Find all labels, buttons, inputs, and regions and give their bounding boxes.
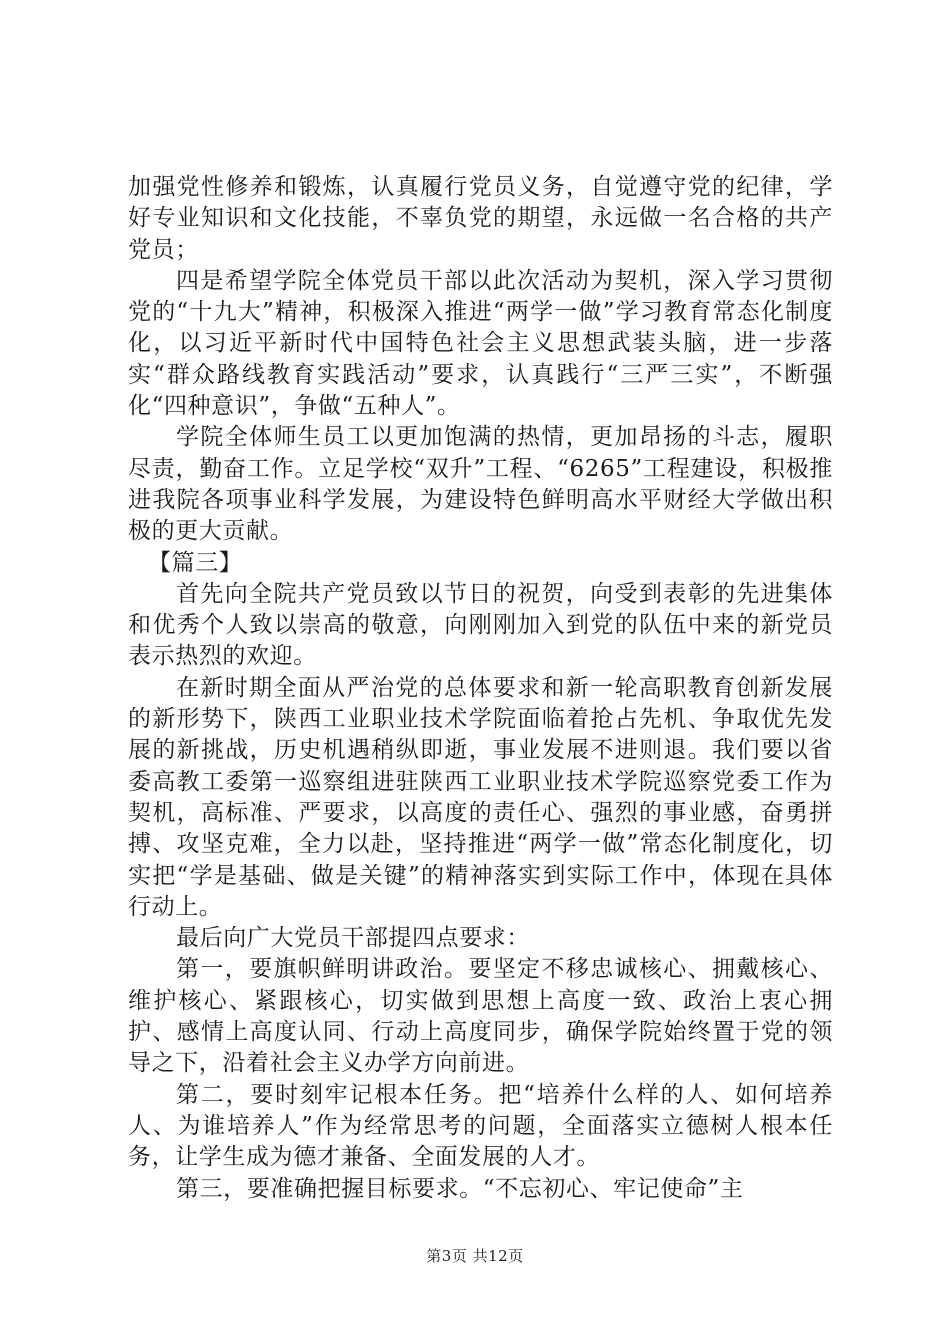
paragraph-1: 加强党性修养和锻炼，认真履行党员义务，自觉遵守党的纪律，学好专业知识和文化技能，不辜负党的期望，永远做一名合格的共产党员；: [128, 174, 833, 263]
page-footer: 第3页 共12页: [426, 1247, 524, 1265]
paragraph-7: 最后向广大党员干部提四点要求：: [176, 925, 530, 952]
document-body: [128, 172, 833, 1205]
paragraph-3: 学院全体师生员工以更加饱满的热情，更加昂扬的斗志，履职尽责，勤奋工作。立足学校“双升”工程、“6265”工程建设，积极推进我院各项事业科学发展，为建设特色鲜明高水平财经大学做出积极的更大贡献。: [128, 424, 833, 545]
paragraph-2: 四是希望学院全体党员干部以此次活动为契机，深入学习贯彻党的“十九大”精神，积极深入推进“两学一做”学习教育常态化制度化，以习近平新时代中国特色社会主义思想武装头脑，进一步落实“群众路线教育实践活动”要求，认真践行“三严三实”，不断强化“四种意识”，争做“五种人”。: [128, 267, 833, 420]
paragraph-9: 第二，要时刻牢记根本任务。把“培养什么样的人、如何培养人、为谁培养人”作为经常思考的问题，全面落实立德树人根本任务，让学生成为德才兼备、全面发展的人才。: [128, 1081, 833, 1171]
paragraph-10: 第三，要准确把握目标要求。“不忘初心、牢记使命”主: [176, 1175, 744, 1202]
paragraph-6: 在新时期全面从严治党的总体要求和新一轮高职教育创新发展的新形势下，陕西工业职业技术学院面临着抢占先机、争取优先发展的新挑战，历史机遇稍纵即逝，事业发展不进则退。我们要以省委高教工委第一巡察组进驻陕西工业职业技术学院巡察党委工作为契机，高标准、严要求，以高度的责任心、强烈的事业感，奋勇拼搏、攻坚克难，全力以赴，坚持推进“两学一做”常态化制度化，切实把“学是基础、做是关键”的精神落实到实际工作中，体现在具体行动上。: [128, 674, 833, 920]
section-heading: 【篇三】: [148, 549, 243, 576]
paragraph-8: 第一，要旗帜鲜明讲政治。要坚定不移忠诚核心、拥戴核心、维护核心、紧跟核心，切实做到思想上高度一致、政治上衷心拥护、感情上高度认同、行动上高度同步，确保学院始终置于党的领导之下，沿着社会主义办学方向前进。: [128, 956, 833, 1077]
paragraph-5: 首先向全院共产党员致以节日的祝贺，向受到表彰的先进集体和优秀个人致以崇高的敬意，向刚刚加入到党的队伍中来的新党员表示热烈的欢迎。: [128, 580, 833, 670]
